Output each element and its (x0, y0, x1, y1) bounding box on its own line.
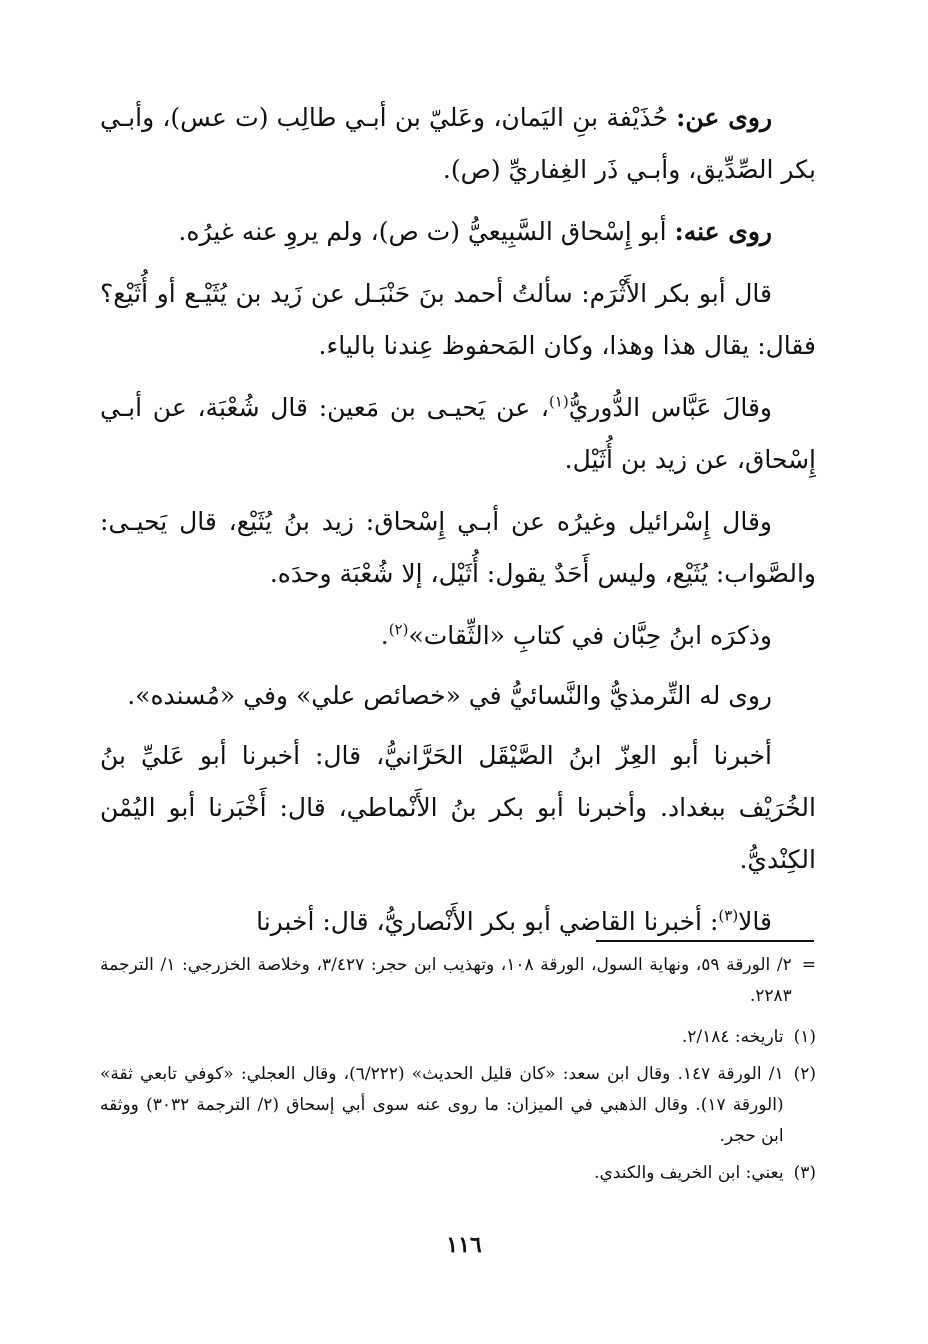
footnote-3 (100, 1158, 816, 1189)
footnote-ref-1[interactable]: (١) (548, 392, 569, 411)
footnote-text: ٢/ الورقة ٥٩، ونهاية السول، الورقة ١٠٨، وتهذيب ابن حجر: ٣/٤٢٧، وخلاصة الخزرجي: ١/ الترجمة ٢٢٨٣. (100, 955, 792, 1006)
footnote-text: تاريخه: ٢/١٨٤. (681, 1027, 784, 1047)
paragraph-israil: وقال إِسْرائيل وغيرُه عن أبـي إِسْحاق: زيد بنُ يُثَيْع، قال يَحيـى: والصَّواب: يُثَيْع، وليس أَحَدٌ يقول: أُثَيْل، إلا شُعْبَة وحدَه. (100, 507, 816, 588)
paragraph-narrated-for: روى له التِّرمذيُّ والنَّسائيُّ في «خصائص علي» وفي «مُسنده». (127, 681, 772, 710)
main-text (100, 92, 816, 958)
footnote-number: (٢) (793, 1064, 816, 1084)
paragraph-text: ، عن يَحيـى بن مَعين: قال شُعْبَة، عن أبـي إِسْحاق، عن زيد بن أُثَيْل. (100, 393, 816, 474)
paragraph-text: : أخبرنا القاضي أبو بكر الأَنْصاريُّ، قال: أخبرنا (256, 907, 719, 936)
paragraph-text: قالا (738, 907, 772, 936)
footnote-ref-2[interactable]: (٢) (388, 620, 409, 639)
paragraph-text: أبو إِسْحاق السَّبِيعيُّ (ت ص)، ولم يروِ عنه غيرُه. (178, 217, 667, 246)
paragraph-duri (100, 382, 816, 486)
paragraph-isnad: أخبرنا أبو العِزّ ابنُ الصَّيْقَل الحَرَّانيُّ، قال: أخبرنا أبو عَليِّ بنُ الخُرَيْف ببغداد. وأخبرنا أبو بكر بنُ الأَنْماطي، قال: أَخْبَرنا أبو اليُمْن الكِنْديُّ. (100, 741, 816, 874)
footnote-divider (596, 940, 814, 942)
continuation-mark: = (801, 955, 816, 975)
paragraph-narrated-from (100, 92, 816, 196)
footnote-number: (١) (793, 1027, 816, 1047)
footnote-text: يعني: ابن الخريف والكندي. (594, 1163, 784, 1183)
paragraph-text: وذكرَه ابنُ حِبَّان في كتابِ «الثِّقات» (408, 621, 772, 650)
paragraph-ibn-hibban (100, 610, 816, 662)
paragraph-lead: روى عن: (676, 103, 773, 132)
paragraph-narrated-by (100, 206, 816, 258)
footnote-continuation (100, 950, 816, 1012)
footnote-number: (٣) (793, 1163, 816, 1183)
paragraph-lead: روى عنه: (674, 217, 772, 246)
footnote-text: ١/ الورقة ١٤٧. وقال ابن سعد: «كان قليل الحديث» (٦/٢٢٢)، وقال العجلي: «كوفي تابعي ثقة» (الورقة ١٧). وقال الذهبي في الميزان: ما روى عنه سوى أبي إسحاق (٢/ الترجمة ٣٠٣٢) ووثقه ابن حجر. (100, 1064, 784, 1146)
paragraph-text: . (380, 621, 389, 650)
footnote-1 (100, 1022, 816, 1053)
footnote-ref-3[interactable]: (٣) (718, 906, 739, 925)
page-number: ١١٦ (446, 1232, 482, 1258)
footnote-2 (100, 1059, 816, 1152)
paragraph-athram: قال أبو بكر الأَثْرَم: سألتُ أحمد بنَ حَنْبَـل عن زَيد بن يُثَيْـع أو أُثَيْع؟ فقال: يقال هذا وهذا، وكان المَحفوظ عِندنا بالياء. (100, 279, 816, 360)
paragraph-text: وقالَ عَبَّاس الدُّوريُّ (568, 393, 772, 422)
paragraph-text: حُذَيْفة بنِ اليَمان، وعَليّ بن أبـي طالِب (ت عس)، وأبـي بكر الصِّدِّيق، وأبـي ذَر الغِفاريِّ (ص). (100, 103, 816, 184)
footnotes (100, 950, 816, 1195)
